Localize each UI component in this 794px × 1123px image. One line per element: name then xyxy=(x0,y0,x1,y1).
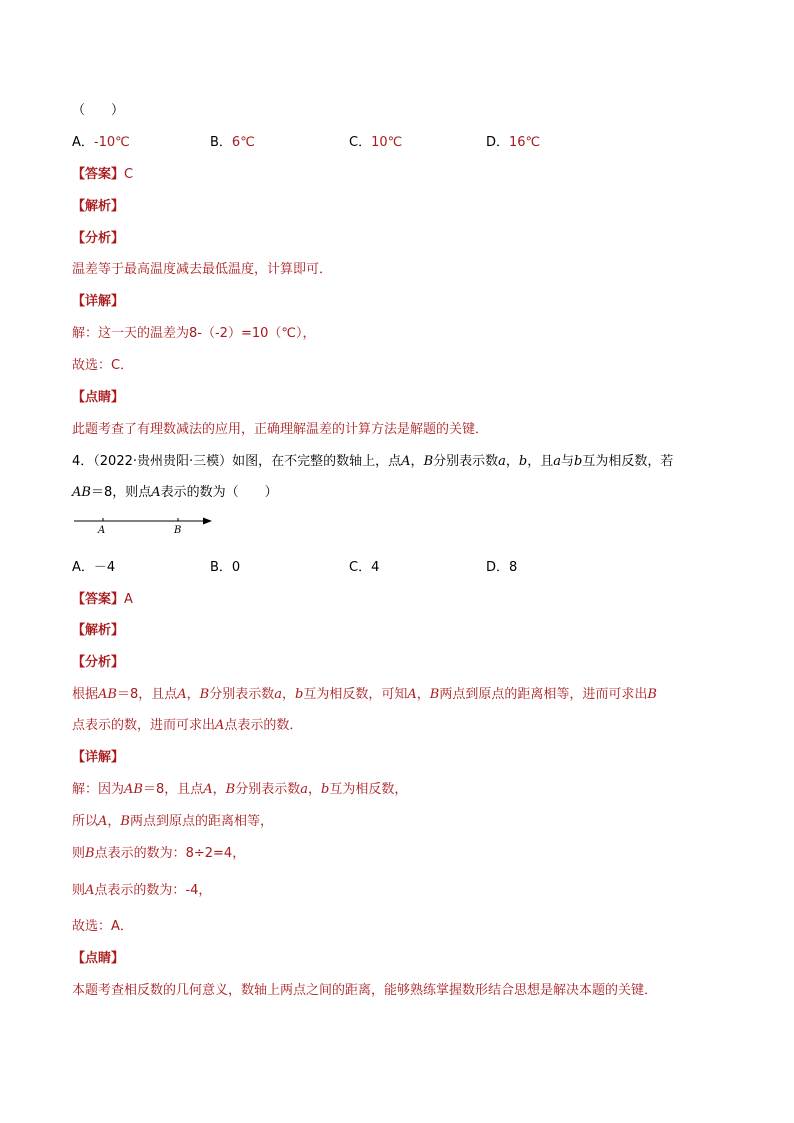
q3-solution: 解：这一天的温差为8-（-2）=10（℃）， xyxy=(72,326,316,341)
q4-option-c: C．4 xyxy=(349,560,380,575)
q4-stem-line1: 4．（2022·贵州贵阳·三模）如图，在不完整的数轴上，点A，B分别表示数a，b，且a与b互为相反数，若 xyxy=(72,454,674,469)
q3-answer: 【答案】C xyxy=(72,167,134,182)
q3-option-b: B．6℃ xyxy=(210,135,255,150)
number-line-svg xyxy=(72,512,222,540)
number-line-figure xyxy=(72,512,222,540)
q4-solution-line1: 解：因为AB＝8，且点A，B分别表示数a，b互为相反数， xyxy=(72,782,408,797)
q4-choose: 故选：A． xyxy=(72,919,133,934)
q4-xiangjie-heading: 【详解】 xyxy=(72,750,125,765)
q4-solution-line2: 所以A，B两点到原点的距离相等， xyxy=(72,814,273,829)
q3-dianjing-heading: 【点睛】 xyxy=(72,390,125,405)
q4-fenxi-heading: 【分析】 xyxy=(72,655,125,670)
q3-xiangjie-heading: 【详解】 xyxy=(72,294,125,309)
q4-stem-line2: AB＝8，则点A表示的数为（ ） xyxy=(72,485,278,500)
q4-solution-line3: 则B点表示的数为：8÷2=4， xyxy=(72,846,246,861)
q4-answer: 【答案】A xyxy=(72,592,133,607)
q3-dianjing-text: 此题考查了有理数减法的应用，正确理解温差的计算方法是解题的关键． xyxy=(72,422,489,437)
q3-choose: 故选：C． xyxy=(72,358,134,373)
number-line-label-a: A xyxy=(98,525,106,536)
q4-dianjing-text: 本题考查相反数的几何意义，数轴上两点之间的距离，能够熟练掌握数形结合思想是解决本题的关键． xyxy=(72,983,658,998)
q4-option-a: A．－4 xyxy=(72,560,116,575)
q3-option-d: D．16℃ xyxy=(486,135,541,150)
number-line-label-b: B xyxy=(174,525,182,536)
q4-solution-line4: 则A点表示的数为：-4， xyxy=(72,883,212,898)
q4-fenxi-line1: 根据AB＝8，且点A，B分别表示数a，b互为相反数，可知A，B两点到原点的距离相等，进而可求出B xyxy=(72,687,657,702)
q4-option-d: D．8 xyxy=(486,560,518,575)
q4-dianjing-heading: 【点睛】 xyxy=(72,951,125,966)
q3-fenxi-text: 温差等于最高温度减去最低温度，计算即可． xyxy=(72,262,333,277)
q3-jiexi-heading: 【解析】 xyxy=(72,199,125,214)
q3-option-a: A．-10℃ xyxy=(72,135,130,150)
q3-answer-paren: （ ） xyxy=(72,103,125,118)
q4-fenxi-line2: 点表示的数，进而可求出A点表示的数． xyxy=(72,718,303,733)
q4-jiexi-heading: 【解析】 xyxy=(72,623,125,638)
number-line-arrow xyxy=(203,518,212,525)
q4-option-b: B．0 xyxy=(210,560,241,575)
q3-option-c: C．10℃ xyxy=(349,135,403,150)
q3-fenxi-heading: 【分析】 xyxy=(72,231,125,246)
